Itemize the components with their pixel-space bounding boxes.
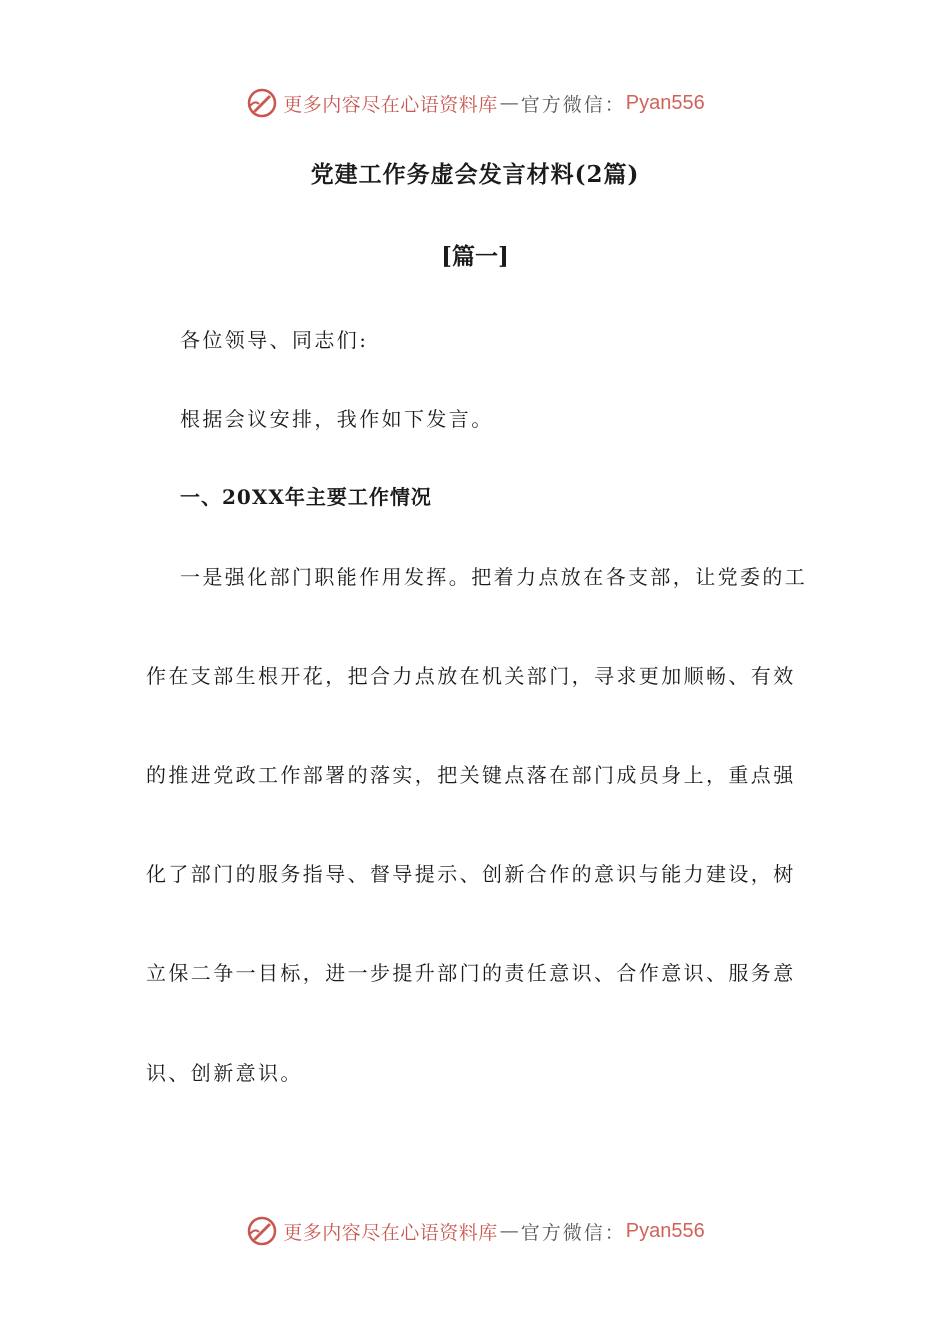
footer-watermark xyxy=(0,1211,950,1251)
paragraph-line: 作在支部生根开花，把合力点放在机关部门，寻求更加顺畅、有效 xyxy=(146,664,796,688)
watermark-separator: — xyxy=(499,1220,519,1242)
watermark-text: 更多内容尽在心语资料库 xyxy=(283,93,498,116)
pen-logo-icon xyxy=(245,86,279,120)
watermark-official-label: 官方微信： xyxy=(520,93,626,116)
paragraph-line: 立保二争一目标，进一步提升部门的责任意识、合作意识、服务意 xyxy=(146,961,796,985)
intro-paragraph: 根据会议安排，我作如下发言。 xyxy=(180,407,494,431)
watermark-official-label: 官方微信： xyxy=(520,1221,626,1244)
greeting: 各位领导、同志们: xyxy=(180,328,369,352)
watermark-separator: — xyxy=(499,92,519,114)
header-watermark xyxy=(0,83,950,123)
paragraph-line: 一是强化部门职能作用发挥。把着力点放在各支部，让党委的工 xyxy=(180,565,808,589)
watermark-text: 更多内容尽在心语资料库 xyxy=(283,1221,498,1244)
section-label: [篇一] xyxy=(441,243,509,270)
document-title: 党建工作务虚会发言材料(2篇) xyxy=(310,161,640,188)
paragraph-line: 的推进党政工作部署的落实，把关键点落在部门成员身上，重点强 xyxy=(146,763,796,787)
heading-1: 一、20XX年主要工作情况 xyxy=(180,485,432,509)
watermark-wechat-id: Pyan556 xyxy=(625,1219,705,1242)
paragraph-line: 识、创新意识。 xyxy=(146,1061,303,1085)
watermark-wechat-id: Pyan556 xyxy=(625,91,705,114)
paragraph-line: 化了部门的服务指导、督导提示、创新合作的意识与能力建设，树 xyxy=(146,862,796,886)
pen-logo-icon xyxy=(245,1214,279,1248)
